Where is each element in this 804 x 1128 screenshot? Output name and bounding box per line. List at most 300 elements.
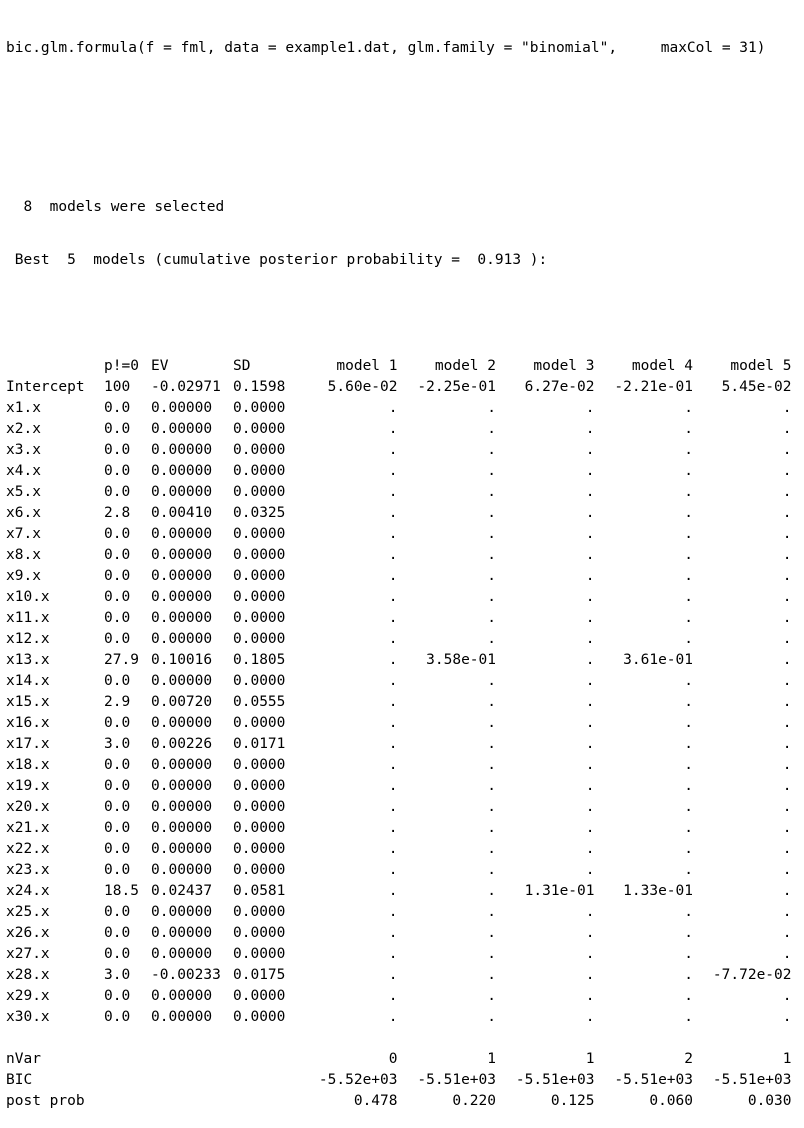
footer-cell-7: 2 xyxy=(684,1051,693,1067)
row-cell-6: . xyxy=(585,1009,595,1025)
row-cell-3: 0.0000 xyxy=(233,757,286,773)
row-cell-4: . xyxy=(388,967,398,983)
row-cell-7: . xyxy=(684,421,693,437)
row-cell-8: . xyxy=(782,925,792,941)
footer-cell-0: nVar xyxy=(6,1051,41,1067)
row-cell-3: 0.0000 xyxy=(233,820,286,836)
row-cell-1: 0.0 xyxy=(104,925,131,941)
header-cell-6: model 3 xyxy=(533,358,595,374)
row-cell-2: 0.00000 xyxy=(151,1009,213,1025)
row-cell-8: -7.72e-02 xyxy=(712,967,792,983)
table-row xyxy=(6,713,792,734)
row-cell-1: 100 xyxy=(104,379,131,395)
row-cell-7: . xyxy=(684,484,693,500)
row-cell-2: 0.00000 xyxy=(151,673,213,689)
row-cell-0: x12.x xyxy=(6,631,50,647)
row-cell-3: 0.0581 xyxy=(233,883,286,899)
row-cell-0: x1.x xyxy=(6,400,41,416)
row-cell-5: . xyxy=(487,967,496,983)
row-cell-1: 0.0 xyxy=(104,400,131,416)
footer-cell-7: 0.060 xyxy=(649,1093,693,1109)
row-cell-0: x23.x xyxy=(6,862,50,878)
footer-cell-2 xyxy=(151,1070,233,1091)
row-cell-0: x27.x xyxy=(6,946,50,962)
row-cell-0: x24.x xyxy=(6,883,50,899)
row-cell-8: . xyxy=(782,589,792,605)
row-cell-5: . xyxy=(487,799,496,815)
header-cell-0 xyxy=(6,356,104,377)
row-cell-5: . xyxy=(487,526,496,542)
footer-cell-8: -5.51e+03 xyxy=(712,1072,792,1088)
row-cell-4: . xyxy=(388,631,398,647)
row-cell-8: . xyxy=(782,610,792,626)
row-cell-0: x9.x xyxy=(6,568,41,584)
row-cell-3: 0.0000 xyxy=(233,904,286,920)
row-cell-1: 0.0 xyxy=(104,757,131,773)
row-cell-4: . xyxy=(388,799,398,815)
row-cell-8: . xyxy=(782,484,792,500)
row-cell-0: x18.x xyxy=(6,757,50,773)
table-row xyxy=(6,524,792,545)
row-cell-8: . xyxy=(782,526,792,542)
row-cell-5: . xyxy=(487,883,496,899)
table-row xyxy=(6,503,792,524)
row-cell-1: 0.0 xyxy=(104,946,131,962)
row-cell-7: 3.61e-01 xyxy=(623,652,693,668)
row-cell-1: 0.0 xyxy=(104,547,131,563)
row-cell-8: . xyxy=(782,442,792,458)
row-cell-5: . xyxy=(487,400,496,416)
row-cell-1: 0.0 xyxy=(104,421,131,437)
row-cell-0: Intercept xyxy=(6,379,85,395)
row-cell-0: x22.x xyxy=(6,841,50,857)
row-cell-2: -0.02971 xyxy=(151,379,221,395)
row-cell-3: 0.0000 xyxy=(233,442,286,458)
row-cell-1: 0.0 xyxy=(104,904,131,920)
row-cell-5: . xyxy=(487,610,496,626)
row-cell-2: 0.00000 xyxy=(151,799,213,815)
row-cell-6: . xyxy=(585,400,595,416)
row-cell-6: . xyxy=(585,862,595,878)
row-cell-0: x26.x xyxy=(6,925,50,941)
row-cell-3: 0.0000 xyxy=(233,610,286,626)
table-row xyxy=(6,965,792,986)
row-cell-4: . xyxy=(388,925,398,941)
row-cell-1: 0.0 xyxy=(104,673,131,689)
row-cell-1: 0.0 xyxy=(104,1009,131,1025)
table-row xyxy=(6,839,792,860)
row-cell-0: x17.x xyxy=(6,736,50,752)
row-cell-8: . xyxy=(782,652,792,668)
row-cell-7: . xyxy=(684,673,693,689)
table-row xyxy=(6,860,792,881)
row-cell-2: 0.00000 xyxy=(151,946,213,962)
row-cell-5: . xyxy=(487,904,496,920)
row-cell-0: x5.x xyxy=(6,484,41,500)
row-cell-3: 0.0175 xyxy=(233,967,286,983)
row-cell-6: 1.31e-01 xyxy=(524,883,595,899)
footer-cell-3 xyxy=(233,1049,299,1070)
row-cell-4: . xyxy=(388,484,398,500)
row-cell-6: . xyxy=(585,442,595,458)
row-cell-6: . xyxy=(585,673,595,689)
table-row xyxy=(6,461,792,482)
row-cell-1: 0.0 xyxy=(104,841,131,857)
row-cell-5: . xyxy=(487,1009,496,1025)
row-cell-3: 0.0171 xyxy=(233,736,286,752)
row-cell-3: 0.0000 xyxy=(233,862,286,878)
row-cell-2: 0.00000 xyxy=(151,862,213,878)
row-cell-0: x29.x xyxy=(6,988,50,1004)
row-cell-2: 0.00000 xyxy=(151,841,213,857)
row-cell-0: x6.x xyxy=(6,505,41,521)
row-cell-2: 0.00000 xyxy=(151,400,213,416)
footer-cell-2 xyxy=(151,1091,233,1112)
row-cell-4: . xyxy=(388,610,398,626)
row-cell-2: 0.00000 xyxy=(151,568,213,584)
row-cell-5: . xyxy=(487,463,496,479)
row-cell-0: x7.x xyxy=(6,526,41,542)
footer-row xyxy=(6,1070,792,1091)
row-cell-0: x19.x xyxy=(6,778,50,794)
row-cell-0: x16.x xyxy=(6,715,50,731)
footer-cell-0: post prob xyxy=(6,1093,85,1109)
table-row xyxy=(6,419,792,440)
row-cell-8: . xyxy=(782,463,792,479)
row-cell-1: 0.0 xyxy=(104,526,131,542)
row-cell-7: -2.21e-01 xyxy=(614,379,693,395)
row-cell-1: 3.0 xyxy=(104,967,131,983)
row-cell-4: . xyxy=(388,589,398,605)
row-cell-6: . xyxy=(585,568,595,584)
row-cell-6: . xyxy=(585,757,595,773)
table-row xyxy=(6,776,792,797)
row-cell-8: . xyxy=(782,820,792,836)
row-cell-8: . xyxy=(782,904,792,920)
row-cell-5: -2.25e-01 xyxy=(417,379,496,395)
table-row xyxy=(6,692,792,713)
row-cell-4: . xyxy=(388,904,398,920)
row-cell-4: . xyxy=(388,526,398,542)
footer-row xyxy=(6,1049,792,1070)
table-row xyxy=(6,398,792,419)
footer-cell-4: 0.478 xyxy=(353,1093,398,1109)
footer-cell-4: -5.52e+03 xyxy=(318,1072,398,1088)
footer-cell-3 xyxy=(233,1091,299,1112)
row-cell-4: . xyxy=(388,988,398,1004)
row-cell-4: 5.60e-02 xyxy=(327,379,398,395)
row-cell-1: 0.0 xyxy=(104,589,131,605)
row-cell-5: . xyxy=(487,778,496,794)
row-cell-1: 2.8 xyxy=(104,505,131,521)
row-cell-4: . xyxy=(388,505,398,521)
row-cell-4: . xyxy=(388,820,398,836)
row-cell-7: . xyxy=(684,505,693,521)
row-cell-6: . xyxy=(585,631,595,647)
row-cell-5: . xyxy=(487,421,496,437)
row-cell-6: . xyxy=(585,652,595,668)
row-cell-2: 0.00000 xyxy=(151,463,213,479)
table-row xyxy=(6,650,792,671)
row-cell-8: . xyxy=(782,568,792,584)
row-cell-8: 5.45e-02 xyxy=(721,379,792,395)
row-cell-7: . xyxy=(684,862,693,878)
row-cell-2: 0.00000 xyxy=(151,547,213,563)
row-cell-3: 0.0555 xyxy=(233,694,286,710)
row-cell-8: . xyxy=(782,505,792,521)
table-row xyxy=(6,629,792,650)
row-cell-7: . xyxy=(684,799,693,815)
row-cell-7: . xyxy=(684,463,693,479)
row-cell-1: 0.0 xyxy=(104,568,131,584)
row-cell-3: 0.1805 xyxy=(233,652,286,668)
row-cell-2: 0.02437 xyxy=(151,883,213,899)
table-footer xyxy=(6,1049,792,1112)
row-cell-7: . xyxy=(684,589,693,605)
table-row xyxy=(6,902,792,923)
row-cell-0: x10.x xyxy=(6,589,50,605)
table-row xyxy=(6,797,792,818)
row-cell-2: 0.00000 xyxy=(151,421,213,437)
row-cell-4: . xyxy=(388,778,398,794)
row-cell-6: . xyxy=(585,988,595,1004)
row-cell-6: . xyxy=(585,589,595,605)
row-cell-0: x14.x xyxy=(6,673,50,689)
row-cell-5: . xyxy=(487,841,496,857)
best-models-line: Best 5 models (cumulative posterior probability = 0.913 ): xyxy=(6,252,548,268)
row-cell-3: 0.0000 xyxy=(233,526,286,542)
row-cell-8: . xyxy=(782,673,792,689)
row-cell-5: . xyxy=(487,484,496,500)
row-cell-6: . xyxy=(585,967,595,983)
row-cell-8: . xyxy=(782,988,792,1004)
row-cell-3: 0.0325 xyxy=(233,505,286,521)
row-cell-2: 0.00410 xyxy=(151,505,213,521)
row-cell-7: . xyxy=(684,925,693,941)
row-cell-4: . xyxy=(388,463,398,479)
row-cell-7: . xyxy=(684,694,693,710)
row-cell-6: . xyxy=(585,484,595,500)
footer-cell-2 xyxy=(151,1049,233,1070)
row-cell-3: 0.0000 xyxy=(233,715,286,731)
table-row xyxy=(6,608,792,629)
row-cell-1: 0.0 xyxy=(104,715,131,731)
row-cell-5: . xyxy=(487,862,496,878)
row-cell-1: 0.0 xyxy=(104,463,131,479)
row-cell-5: . xyxy=(487,715,496,731)
row-cell-8: . xyxy=(782,715,792,731)
row-cell-5: . xyxy=(487,589,496,605)
row-cell-0: x21.x xyxy=(6,820,50,836)
row-cell-1: 27.9 xyxy=(104,652,139,668)
row-cell-7: . xyxy=(684,1009,693,1025)
row-cell-0: x20.x xyxy=(6,799,50,815)
row-cell-3: 0.0000 xyxy=(233,841,286,857)
row-cell-2: 0.00000 xyxy=(151,820,213,836)
table-row xyxy=(6,587,792,608)
row-cell-3: 0.0000 xyxy=(233,421,286,437)
row-cell-8: . xyxy=(782,547,792,563)
row-cell-7: . xyxy=(684,547,693,563)
row-cell-8: . xyxy=(782,1009,792,1025)
row-cell-2: -0.00233 xyxy=(151,967,221,983)
blank-line xyxy=(6,303,792,324)
row-cell-5: . xyxy=(487,988,496,1004)
row-cell-7: . xyxy=(684,400,693,416)
row-cell-7: . xyxy=(684,778,693,794)
row-cell-6: . xyxy=(585,946,595,962)
row-cell-3: 0.1598 xyxy=(233,379,286,395)
row-cell-8: . xyxy=(782,946,792,962)
row-cell-6: 6.27e-02 xyxy=(524,379,595,395)
row-cell-6: . xyxy=(585,799,595,815)
row-cell-3: 0.0000 xyxy=(233,547,286,563)
table-row xyxy=(6,545,792,566)
footer-cell-7: -5.51e+03 xyxy=(614,1072,693,1088)
row-cell-1: 0.0 xyxy=(104,988,131,1004)
header-cell-8: model 5 xyxy=(730,358,792,374)
header-cell-3: SD xyxy=(233,358,251,374)
row-cell-2: 0.00000 xyxy=(151,715,213,731)
footer-cell-5: 0.220 xyxy=(452,1093,496,1109)
row-cell-1: 0.0 xyxy=(104,820,131,836)
row-cell-5: . xyxy=(487,736,496,752)
model-summary-table xyxy=(6,356,792,1112)
row-cell-2: 0.00000 xyxy=(151,925,213,941)
row-cell-3: 0.0000 xyxy=(233,463,286,479)
row-cell-7: . xyxy=(684,715,693,731)
row-cell-6: . xyxy=(585,904,595,920)
row-cell-8: . xyxy=(782,631,792,647)
row-cell-2: 0.00000 xyxy=(151,631,213,647)
row-cell-8: . xyxy=(782,694,792,710)
footer-cell-1 xyxy=(104,1091,151,1112)
row-cell-1: 0.0 xyxy=(104,862,131,878)
row-cell-2: 0.00720 xyxy=(151,694,213,710)
row-cell-4: . xyxy=(388,652,398,668)
table-header-row xyxy=(6,356,792,377)
function-call-line: bic.glm.formula(f = fml, data = example1.dat, glm.family = "binomial", maxCol = 31) xyxy=(6,40,766,56)
row-cell-3: 0.0000 xyxy=(233,673,286,689)
row-cell-2: 0.00000 xyxy=(151,442,213,458)
row-cell-7: . xyxy=(684,841,693,857)
row-cell-5: . xyxy=(487,925,496,941)
table-row xyxy=(6,482,792,503)
row-cell-7: . xyxy=(684,631,693,647)
row-cell-8: . xyxy=(782,778,792,794)
row-cell-4: . xyxy=(388,946,398,962)
row-cell-4: . xyxy=(388,1009,398,1025)
footer-cell-6: -5.51e+03 xyxy=(515,1072,595,1088)
header-cell-5: model 2 xyxy=(434,358,496,374)
models-selected-line: 8 models were selected xyxy=(6,199,225,215)
row-cell-5: . xyxy=(487,568,496,584)
row-cell-7: . xyxy=(684,610,693,626)
row-cell-3: 0.0000 xyxy=(233,484,286,500)
row-cell-6: . xyxy=(585,547,595,563)
header-cell-4: model 1 xyxy=(336,358,398,374)
row-cell-4: . xyxy=(388,442,398,458)
row-cell-2: 0.00000 xyxy=(151,988,213,1004)
row-cell-5: . xyxy=(487,757,496,773)
row-cell-7: . xyxy=(684,568,693,584)
row-cell-3: 0.0000 xyxy=(233,988,286,1004)
row-cell-3: 0.0000 xyxy=(233,1009,286,1025)
row-cell-4: . xyxy=(388,862,398,878)
row-cell-1: 2.9 xyxy=(104,694,131,710)
table-row xyxy=(6,818,792,839)
row-cell-7: . xyxy=(684,757,693,773)
row-cell-4: . xyxy=(388,400,398,416)
table-row xyxy=(6,377,792,398)
row-cell-6: . xyxy=(585,421,595,437)
table-row xyxy=(6,986,792,1007)
row-cell-7: . xyxy=(684,904,693,920)
row-cell-6: . xyxy=(585,694,595,710)
row-cell-0: x11.x xyxy=(6,610,50,626)
table-row xyxy=(6,1007,792,1028)
row-cell-1: 3.0 xyxy=(104,736,131,752)
footer-cell-8: 1 xyxy=(782,1051,792,1067)
row-cell-3: 0.0000 xyxy=(233,778,286,794)
row-cell-5: 3.58e-01 xyxy=(426,652,496,668)
row-cell-6: . xyxy=(585,820,595,836)
row-cell-5: . xyxy=(487,946,496,962)
r-console-output xyxy=(6,6,792,1128)
footer-cell-6: 1 xyxy=(585,1051,595,1067)
row-cell-4: . xyxy=(388,568,398,584)
row-cell-2: 0.00000 xyxy=(151,589,213,605)
row-cell-0: x13.x xyxy=(6,652,50,668)
row-cell-8: . xyxy=(782,883,792,899)
row-cell-2: 0.00000 xyxy=(151,484,213,500)
table-body xyxy=(6,377,792,1028)
table-row xyxy=(6,881,792,902)
row-cell-5: . xyxy=(487,820,496,836)
blank-line xyxy=(6,144,792,165)
row-cell-7: 1.33e-01 xyxy=(623,883,693,899)
row-cell-5: . xyxy=(487,631,496,647)
table-row xyxy=(6,671,792,692)
row-cell-8: . xyxy=(782,841,792,857)
row-cell-2: 0.00000 xyxy=(151,526,213,542)
row-cell-3: 0.0000 xyxy=(233,946,286,962)
row-cell-4: . xyxy=(388,736,398,752)
header-cell-1: p!=0 xyxy=(104,358,139,374)
row-cell-7: . xyxy=(684,442,693,458)
footer-cell-1 xyxy=(104,1049,151,1070)
table-row xyxy=(6,944,792,965)
table-row xyxy=(6,923,792,944)
row-cell-6: . xyxy=(585,925,595,941)
row-cell-0: x3.x xyxy=(6,442,41,458)
row-cell-8: . xyxy=(782,400,792,416)
footer-row xyxy=(6,1091,792,1112)
row-cell-7: . xyxy=(684,946,693,962)
row-cell-1: 0.0 xyxy=(104,631,131,647)
row-cell-7: . xyxy=(684,820,693,836)
row-cell-3: 0.0000 xyxy=(233,400,286,416)
header-cell-2: EV xyxy=(151,358,169,374)
footer-cell-4: 0 xyxy=(388,1051,398,1067)
row-cell-1: 0.0 xyxy=(104,778,131,794)
row-cell-1: 0.0 xyxy=(104,484,131,500)
row-cell-5: . xyxy=(487,505,496,521)
row-cell-2: 0.00000 xyxy=(151,610,213,626)
table-row xyxy=(6,566,792,587)
footer-cell-5: 1 xyxy=(487,1051,496,1067)
row-cell-6: . xyxy=(585,610,595,626)
